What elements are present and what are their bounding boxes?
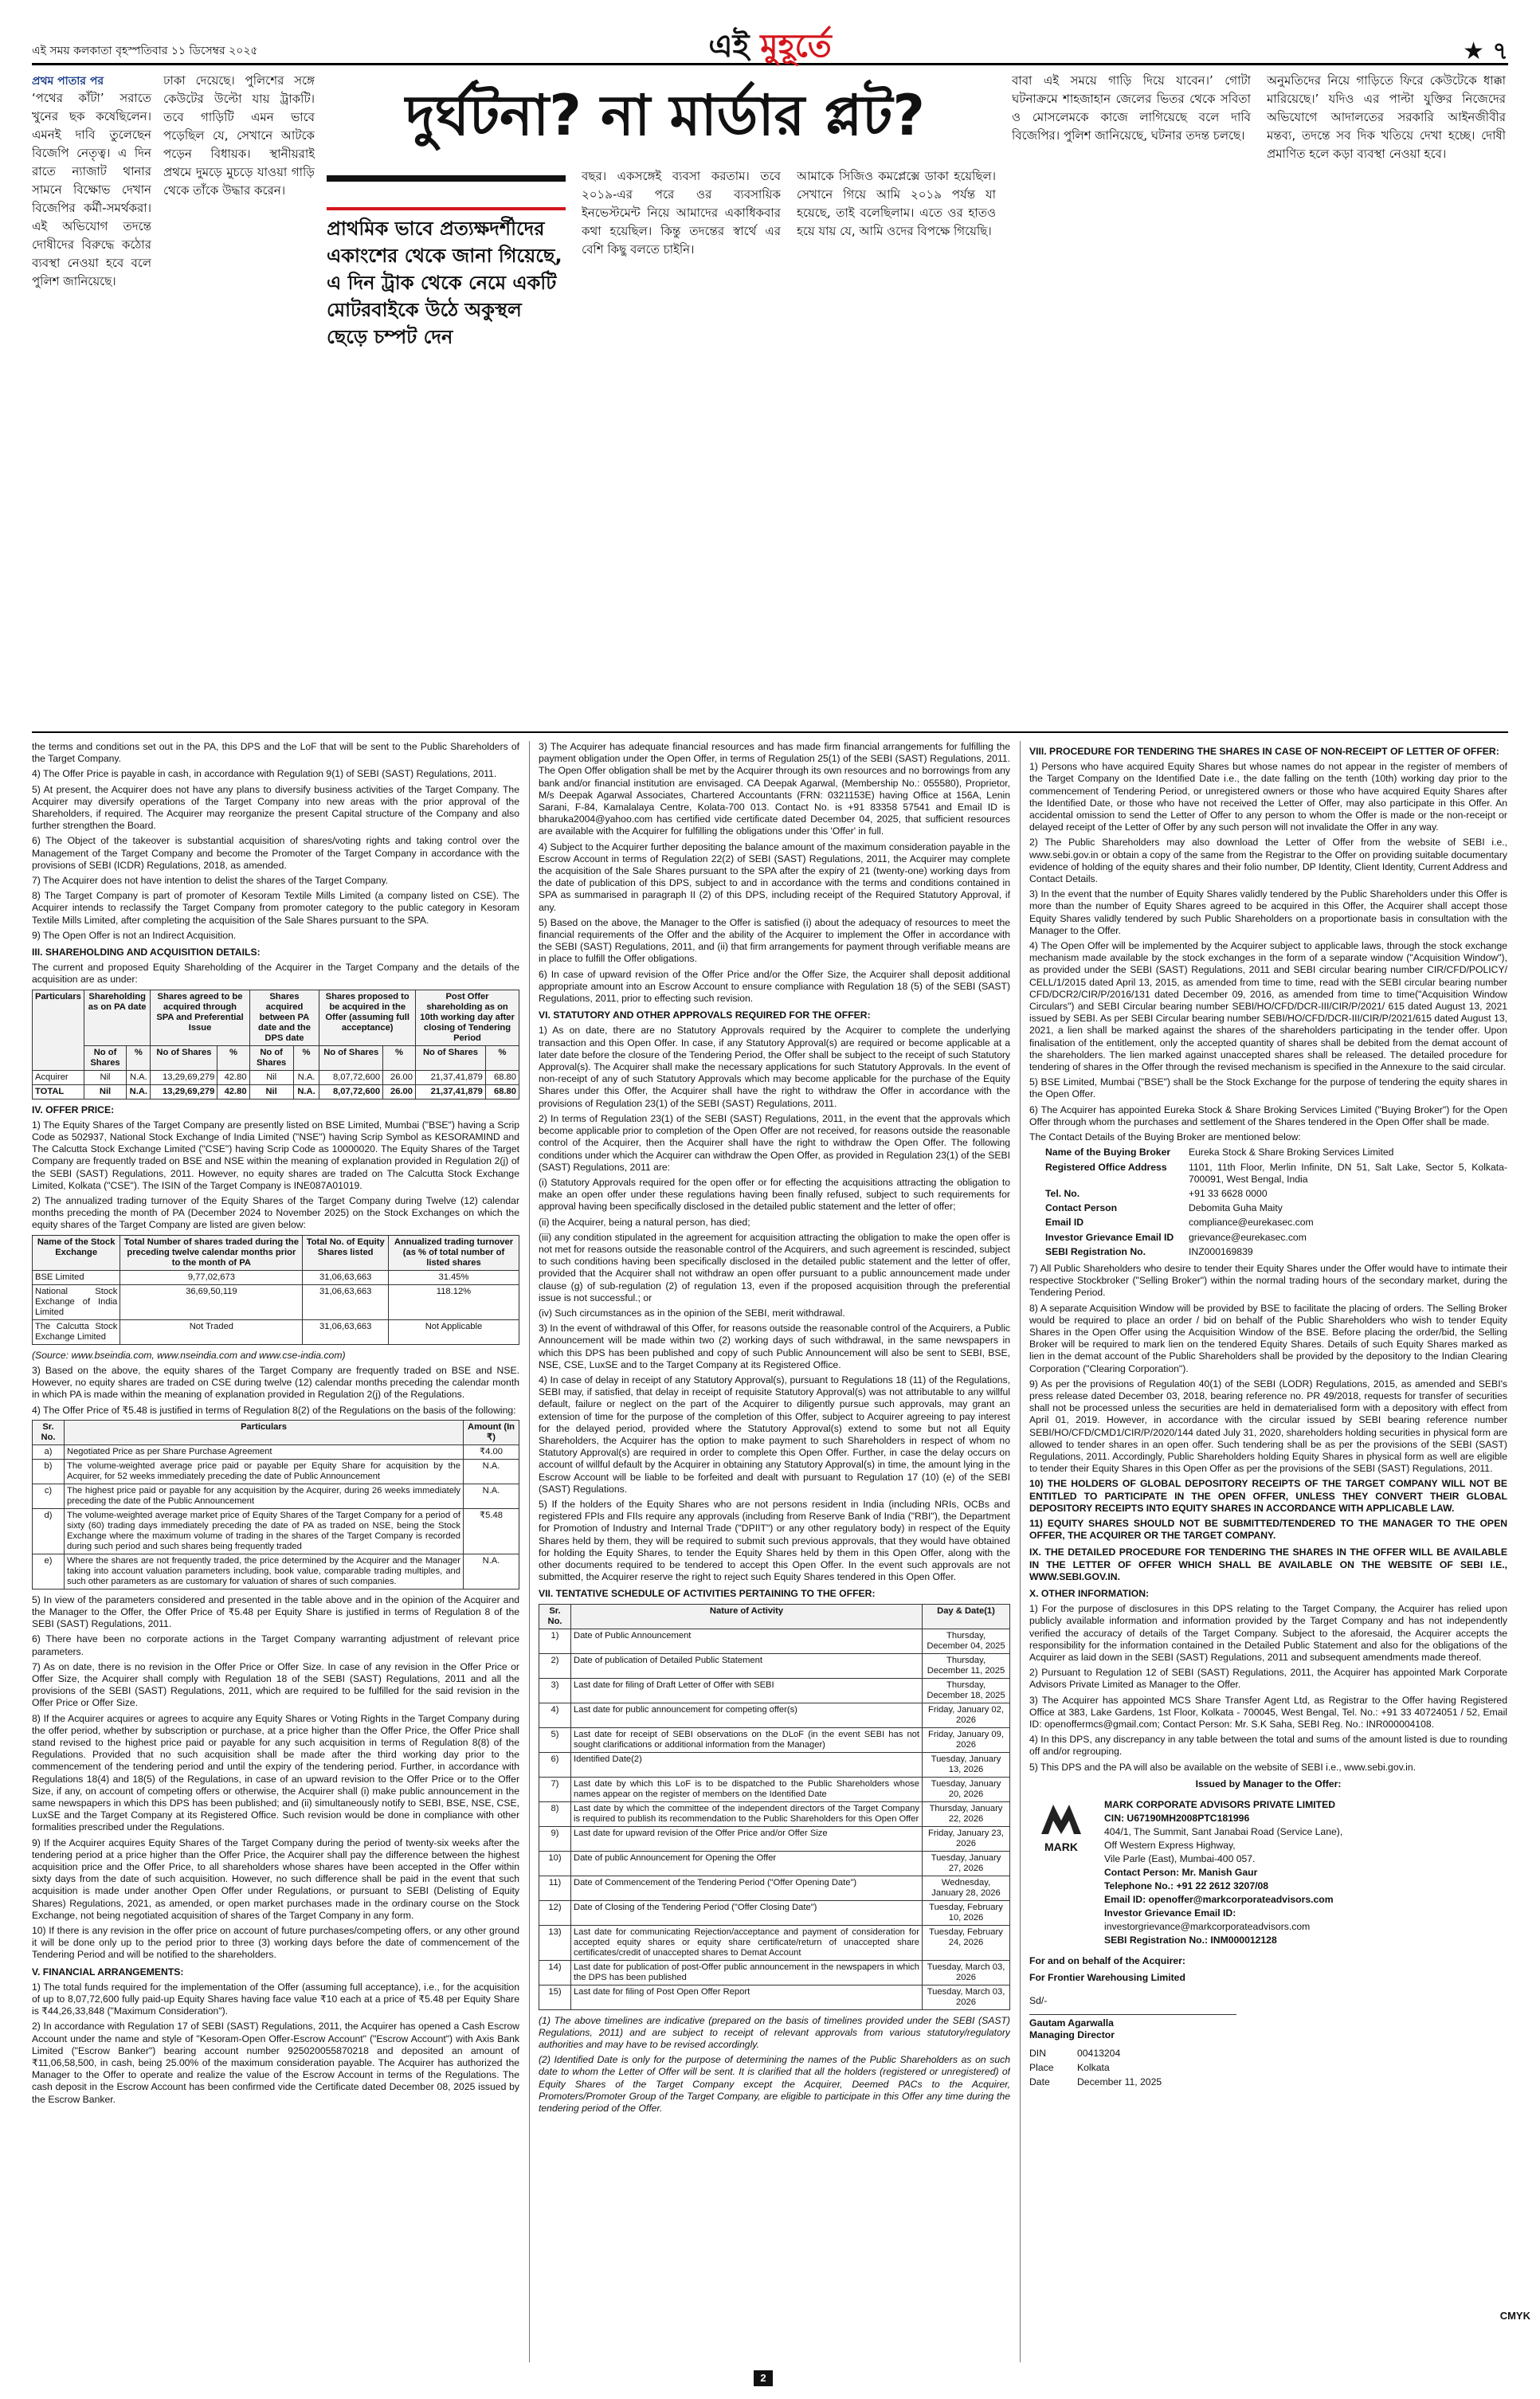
- table-cell: 68.80: [485, 1084, 519, 1099]
- table-cell: 9,77,02,673: [120, 1270, 303, 1284]
- broker-row: [1045, 1188, 1507, 1200]
- schedule-note: (1) The above timelines are indicative (prepared on the basis of timelines provided under the SEBI (SAST) Regulations, 2011) and are subject to receipt of relevant approvals from various statutory/regulatory authorities and may have to be revised accordingly.: [539, 2014, 1010, 2051]
- table-subheader: No of Shares: [249, 1045, 293, 1070]
- ad-paragraph: The Contact Details of the Buying Broker are mentioned below:: [1029, 1131, 1301, 1143]
- meta-value: December 11, 2025: [1077, 2076, 1162, 2088]
- table-row: [539, 1925, 1010, 1960]
- table-cell: N.A.: [127, 1084, 151, 1099]
- broker-key: Email ID: [1045, 1217, 1084, 1229]
- broker-value: Eureka Stock & Share Broking Services Limited: [1189, 1147, 1394, 1158]
- ad-paragraph: 4) In this DPS, any discrepancy in any table between the total and sums of the amount listed is due to rounding off and/or regrouping.: [1029, 1734, 1507, 1758]
- kicker-bar-accent: [327, 207, 566, 210]
- table-cell: Last date for public announcement for competing offer(s): [571, 1703, 923, 1727]
- table-header: Shares proposed to be acquired in the Offer (assuming full acceptance): [319, 990, 416, 1045]
- signoff-sd: Sd/-: [1029, 1995, 1048, 2007]
- table-cell: The highest price paid or payable for any acquisition by the Acquirer, during 26 weeks immediately preceding the date of the Public Announcement: [65, 1484, 464, 1508]
- table-header: Particulars: [65, 1420, 464, 1444]
- table-subheader: %: [217, 1045, 249, 1070]
- broker-value: +91 33 6628 0000: [1189, 1187, 1268, 1199]
- manager-address: Vile Parle (East), Mumbai-400 057.: [1104, 1853, 1256, 1865]
- table-row: [33, 1319, 519, 1344]
- table-header: Post Offer shareholding as on 10th working day after closing of Tendering Period: [416, 990, 519, 1045]
- ad-paragraph: 9) As per the provisions of Regulation 40(1) of the SEBI (LODR) Regulations, 2015, as amended and SEBI's press release dated December 03, 2018, bearing reference no. PR 49/2018, requests for transfer of securities shall not be processed unless the securities are held in dematerialised form with a depository with effect from April 01, 2019. However, in accordance with the circular issued by SEBI bearing reference number SEBI/HO/CFD/CMD1/CIR/P/2020/144 dated July 31, 2020, shareholders holding securities in physical form are allowed to tender shares in an open offer. Such tendering shall be as per the provisions of the SEBI (SAST) Regulations, 2011. Accordingly, Public Shareholders holding Equity Shares in physical form as well are eligible to tender their Equity Shares in this Open Offer as per the provisions of the SEBI (SAST) Regulations, 2011.: [1029, 1378, 1507, 1475]
- broker-details: [1045, 1147, 1507, 1258]
- ad-paragraph: 10) If there is any revision in the offer price on account of future purchases/competing offers, or any other ground it will be done only up to the period prior to three (3) working days before the date of commencement of the Tendering Period and will be notified to the shareholders.: [32, 1924, 519, 1961]
- table-cell: Last date for receipt of SEBI observations on the DLoF (in the event SEBI has not sought clarifications or additional information from the Manager): [571, 1727, 923, 1752]
- table-cell: TOTAL: [33, 1084, 84, 1099]
- table-cell: The volume-weighted average market price of Equity Shares of the Target Company for a period of sixty (60) trading days immediately preceding the date of PA as traded on NSE, being the Stock Exchange where the maximum volume of trading in the shares of the Target Company is recorded during such period and such shares being frequently traded: [65, 1508, 464, 1554]
- broker-row: [1045, 1232, 1507, 1244]
- section-heading: VIII. PROCEDURE FOR TENDERING THE SHARES IN CASE OF NON-RECEIPT OF LETTER OF OFFER:: [1029, 746, 1499, 757]
- table-cell: Tuesday, March 03, 2026: [923, 1960, 1010, 1985]
- meta-row: [1029, 2076, 1507, 2088]
- table-row: [539, 1876, 1010, 1900]
- table-cell: 7): [539, 1777, 571, 1801]
- ad-paragraph: 6) In case of upward revision of the Offer Price and/or the Offer Size, the Acquirer shall deposit additional appropriate amount into an Escrow Account to ensure compliance with Regulation 18 (5) of the SEBI (SAST) Regulations, 2011, prior to effecting such revision.: [539, 968, 1010, 1005]
- table-cell: 12): [539, 1900, 571, 1925]
- table-header: Name of the Stock Exchange: [33, 1235, 120, 1270]
- manager-details: [1104, 1798, 1507, 1947]
- broker-row: [1045, 1217, 1507, 1229]
- news-column-5: [1012, 72, 1251, 725]
- ad-paragraph: 1) For the purpose of disclosures in this DPS relating to the Target Company, the Acquirer has relied upon publicly available information and information provided by the Target Company and has not independently verified the accuracy of details of the Target Company. Subject to the aforesaid, the Acquirer accepts the responsibility for the information contained in the Detailed Public Statement and also for the obligations of the Acquirer as laid down in the SEBI (SAST) Regulations, 2011 and subsequent amendments made thereof.: [1029, 1603, 1507, 1664]
- section-heading: VI. STATUTORY AND OTHER APPROVALS REQUIRED FOR THE OFFER:: [539, 1009, 871, 1021]
- table-row: [539, 1777, 1010, 1801]
- schedule-table: [539, 1604, 1010, 2010]
- section-heading: X. OTHER INFORMATION:: [1029, 1588, 1150, 1599]
- table-cell: 14): [539, 1960, 571, 1985]
- table-cell: BSE Limited: [33, 1270, 120, 1284]
- table-cell: 31,06,63,663: [303, 1319, 389, 1344]
- table-header: Amount (In ₹): [464, 1420, 519, 1444]
- table-cell: The Calcutta Stock Exchange Limited: [33, 1319, 120, 1344]
- table-header: Total No. of Equity Shares listed: [303, 1235, 389, 1270]
- issued-by: Issued by Manager to the Offer:: [1195, 1778, 1342, 1789]
- ad-paragraph: 5) In view of the parameters considered and presented in the table above and in the opinion of the Acquirer and the Manager to the Offer, the Offer Price of ₹5.48 per Equity Share is justified in terms of Regulation 8 of the SEBI (SAST) Regulations, 2011.: [32, 1593, 519, 1630]
- table-cell: 6): [539, 1752, 571, 1777]
- table-cell: Tuesday, February 24, 2026: [923, 1925, 1010, 1960]
- table-cell: Last date for filing of Post Open Offer Report: [571, 1985, 923, 2009]
- table-header: Particulars: [33, 990, 84, 1070]
- table-row: [539, 1653, 1010, 1678]
- ad-paragraph: (i) Statutory Approvals required for the open offer or for effecting the acquisitions attracting the obligation to make an open offer under these regulations having been finally refused, subject to such requirements for approval having been specifically disclosed in the detailed public statement and the letter of offer;: [539, 1176, 1010, 1213]
- table-cell: 10): [539, 1851, 571, 1876]
- table-cell: Tuesday, January 27, 2026: [923, 1851, 1010, 1876]
- table-row: [539, 1703, 1010, 1727]
- meta-key: Date: [1029, 2076, 1050, 2088]
- column-divider: [1020, 741, 1021, 2362]
- table-row: [539, 1752, 1010, 1777]
- table-cell: 21,37,41,879: [416, 1070, 486, 1084]
- ad-paragraph: 2) In accordance with Regulation 17 of SEBI (SAST) Regulations, 2011, the Acquirer has opened a Cash Escrow Account under the name and style of "Kesoram-Open Offer-Escrow Account" ("Escrow Account") with Axis Bank Limited ("Escrow Banker") bearing account number 925020055870218 and deposited an amount of ₹11,06,58,500, in cash, being 25.00% of the maximum consideration payable. The Acquirer has authorized the Manager to the Offer to operate and realize the value of the Escrow Account in terms of the Regulations. The cash deposit in the Escrow Account has been confirmed vide the Certificate dated December 08, 2025 issued by the Escrow Banker.: [32, 2021, 519, 2105]
- section-heading: III. SHAREHOLDING AND ACQUISITION DETAILS:: [32, 947, 261, 958]
- ad-paragraph: 1) The Equity Shares of the Target Company are presently listed on BSE Limited, Mumbai ("BSE") having a Scrip Code as 502937, National Stock Exchange of India Limited ("NSE") having Scrip Symbol as KESORAMIND and The Calcutta Stock Exchange Limited ("CSE") having Scrip Code as 10000020. The Equity Shares of the Target Company are frequently traded on BSE and NSE within the meaning of explanation provided in Regulation 2(j) of the SEBI (SAST) Regulations, 2011. However, no equity shares are traded on The Calcutta Stock Exchange Limited, Kolkata ("CSE"). The ISIN of the Target Company is INE087A01019.: [32, 1119, 519, 1191]
- table-cell: Not Applicable: [388, 1319, 519, 1344]
- broker-row: [1045, 1246, 1507, 1258]
- table-row: [539, 1960, 1010, 1985]
- manager-grievance-label: Investor Grievance Email ID:: [1104, 1907, 1236, 1919]
- page-title: [32, 21, 1508, 74]
- table-row: [33, 1459, 519, 1484]
- table-cell: Friday, January 09, 2026: [923, 1727, 1010, 1752]
- section-heading: IX. THE DETAILED PROCEDURE FOR TENDERING THE SHARES IN THE OFFER WILL BE AVAILABLE IN THE LETTER OF OFFER WHICH SHALL BE AVAILABLE ON THE WEBSITE OF SEBI I.E., WWW.SEBI.GOV.IN.: [1029, 1546, 1507, 1582]
- table-cell: ₹5.48: [464, 1508, 519, 1554]
- table-cell: 68.80: [485, 1070, 519, 1084]
- signatory-title: Managing Director: [1029, 2029, 1115, 2040]
- ad-paragraph: 3) In the event that the number of Equity Shares validly tendered by the Public Shareholders under this Offer is more than the number of Equity Shares agreed to be acquired in this Offer, the Acquirer shall accept those Equity Shares validly tendered by such Public Shareholders on a proportionate basis in consultation with the Manager to the Offer.: [1029, 888, 1507, 936]
- ad-column-2: [539, 741, 1010, 2362]
- broker-key: Tel. No.: [1045, 1187, 1080, 1199]
- meta-key: DIN: [1029, 2048, 1046, 2060]
- news-text: আমাকে সিজিও কমপ্লেক্সে ডাকা হয়েছিল। সেখানে গিয়ে আমি ২০১৯ পর্যন্ত যা হয়েছে, তাই বলেছিলাম। এতে ওর হাতও হয়ে যায় যে, আমি ওদের বিপক্ষে গিয়েছি।: [797, 169, 996, 238]
- table-cell: Last date for publication of post-Offer public announcement in the newspapers in which the DPS has been published: [571, 1960, 923, 1985]
- table-cell: Friday, January 02, 2026: [923, 1703, 1010, 1727]
- ad-paragraph: 4) The Open Offer will be implemented by the Acquirer subject to applicable laws, through the stock exchange mechanism made available by the stock exchanges in the form of a separate window ("Acquisition Window"), as provided under the SEBI (SAST) Regulations, 2011 and SEBI circular bearing number CIR/CFD/POLICY/ CELL/1/2015 dated April 13, 2015, as amended from time to time, read with the SEBI circular bearing number CFD/DCR2/CIR/P/2016/131 dated December 09, 2016, as amended from time to time("Acquisition Window Circulars") and SEBI Circular bearing number SEBI/HO/CFD/DCR-III/CIR/P/2021/ 615 dated August 13, 2021 issued by SEBI. As per SEBI Circular bearing number SEBI/HO/CFD/DCR-III/CIR/P/2021/615 dated August 13, 2021, a lien shall be marked against the shares of the shareholders participating in the tender offer. Upon finalisation of the entitlement, only the accepted quantity of shares shall be debited from the demat account of the shareholders. The lien marked against unaccepted shares shall be released. The detailed procedure for tendering of shares in the Offer through the revised mechanism is specified in the Annexure to the said circular.: [1029, 940, 1507, 1073]
- table-cell: Last date by which this LoF is to be dispatched to the Public Shareholders whose names appear on the register of members on the Identified Date: [571, 1777, 923, 1801]
- table-row: [539, 1801, 1010, 1826]
- manager-sebi: SEBI Registration No.: INM000012128: [1104, 1934, 1277, 1946]
- manager-tel: Telephone No.: +91 22 2612 3207/08: [1104, 1880, 1269, 1892]
- table-header: Nature of Activity: [571, 1604, 923, 1629]
- news-text: বছর। একসঙ্গেই ব্যবসা করতাম। তবে ২০১৯-এর পরে ওর ব্যবসায়িক ইনভেস্টমেন্ট নিয়ে আমাদের একাধিকবার কথা হয়েছিল। কিন্তু তদন্তের স্বার্থে এর বেশি কিছু বলতে চাইনি।: [582, 169, 781, 257]
- table-cell: Date of Closing of the Tendering Period ("Offer Closing Date"): [571, 1900, 923, 1925]
- table-cell: Last date for upward revision of the Offer Price and/or Offer Size: [571, 1826, 923, 1851]
- column-divider: [529, 741, 530, 2362]
- ad-paragraph: the terms and conditions set out in the PA, this DPS and the LoF that will be sent to the Public Shareholders of the Target Company.: [32, 741, 519, 765]
- ad-paragraph: 3) Based on the above, the equity shares of the Target Company are frequently traded on BSE and NSE. However, no equity shares are traded on CSE during twelve (12) calendar months preceding the calendar month in which PA is made within the meaning of explanation provided in Regulation 2(j) of the Regulations.: [32, 1364, 519, 1401]
- news-text: ‘পথের কাঁটা’ সরাতে খুনের ছক কষেছিলেন। এমনই দাবি তুলেছেন বিজেপি নেতৃত্ব। এ দিন রাতে ন্যাজাট থানার সামনে বিক্ষোভ দেখান বিজেপির কর্মী-সমর্থকরা। এই অভিযোগ তদন্তে দোষীদের বিরুদ্ধে কঠোর ব্যবস্থা নেওয়া হবে বলে পুলিশ জানিয়েছে।: [32, 91, 151, 288]
- logo-text: MARK: [1044, 1840, 1078, 1854]
- ad-paragraph: 3) The Acquirer has appointed MCS Share Transfer Agent Ltd, as Registrar to the Offer having Registered Office at 383, Lake Gardens, 1st Floor, Kolkata - 700045, West Bengal, Tel. No.: +91 33 40724051 / 52, Email ID: openoffermcs@gmail.com; Contact Person: Mr. S.K Saha, SEBI Reg. No.: INR000004108.: [1029, 1694, 1507, 1731]
- table-cell: Date of public Announcement for Opening the Offer: [571, 1851, 923, 1876]
- table-cell: National Stock Exchange of India Limited: [33, 1284, 120, 1319]
- table-header: Sr. No.: [33, 1420, 65, 1444]
- table-cell: 42.80: [217, 1070, 249, 1084]
- masthead-dateline: এই সময় কলকাতা বৃহস্পতিবার ১১ ডিসেম্বর ২০২৫: [32, 45, 258, 57]
- ad-paragraph: 10) THE HOLDERS OF GLOBAL DEPOSITORY RECEIPTS OF THE TARGET COMPANY WILL NOT BE ENTITLED TO PARTICIPATE IN THE OPEN OFFER, UNLESS THEY CONVERT THEIR GLOBAL DEPOSITORY RECEIPTS INTO EQUITY SHARES IN ACCORDANCE WITH APPLICABLE LAW.: [1029, 1478, 1507, 1514]
- table-cell: 4): [539, 1703, 571, 1727]
- manager-cin: CIN: U67190MH2008PTC181996: [1104, 1813, 1250, 1825]
- table-row: [539, 1629, 1010, 1653]
- table-cell: 3): [539, 1678, 571, 1703]
- ad-paragraph: 2) Pursuant to Regulation 12 of SEBI (SAST) Regulations, 2011, the Acquirer has appointed Mark Corporate Advisors Private Limited as Manager to the Offer.: [1029, 1667, 1507, 1691]
- table-cell: Last date by which the committee of the independent directors of the Target Company is required to publish its recommendation to the Public Shareholders for this Open Offer: [571, 1801, 923, 1826]
- table-cell: 1): [539, 1629, 571, 1653]
- broker-key: Investor Grievance Email ID: [1045, 1231, 1174, 1243]
- table-cell: 21,37,41,879: [416, 1084, 486, 1099]
- table-cell: Tuesday, January 13, 2026: [923, 1752, 1010, 1777]
- broker-value: 1101, 11th Floor, Merlin Infinite, DN 51, Salt Lake, Sector 5, Kolkata-700091, West Bengal, India: [1189, 1161, 1507, 1185]
- table-row: [33, 1508, 519, 1554]
- table-subheader: No of Shares: [151, 1045, 217, 1070]
- ad-paragraph: 2) The annualized trading turnover of the Equity Shares of the Target Company during Twelve (12) calendar months preceding the month of PA (December 2024 to November 2025) on the Stock Exchanges on which the equity shares of the Target Company are listed are given below:: [32, 1195, 519, 1231]
- table-cell: 13,29,69,279: [151, 1070, 217, 1084]
- ad-paragraph: 1) As on date, there are no Statutory Approvals required by the Acquirer to complete the underlying transaction and this Open Offer. In case, if any Statutory Approval(s) are required or become applicable at a later date before the closure of the Tendering Period, the Offer shall be subject to the receipt of such Statutory Approval(s). The Acquirer shall make the necessary applications for such Statutory Approvals. In the event of non-receipt of any of such Statutory Approvals which may become applicable for the purchase of the Equity Shares under this Offer, the Acquirer shall have the right to withdraw the Offer in accordance with the provisions of Regulation 23(1) of the SEBI (SAST) Regulations, 2011.: [539, 1025, 1010, 1109]
- table-row: [539, 1678, 1010, 1703]
- ad-paragraph: The current and proposed Equity Shareholding of the Acquirer in the Target Company and the details of the acquisition are as under:: [32, 962, 519, 986]
- broker-value: compliance@eurekasec.com: [1189, 1217, 1314, 1229]
- table-cell: 13): [539, 1925, 571, 1960]
- meta-value: 00413204: [1077, 2048, 1121, 2060]
- news-headline: দুর্ঘটনা? না মার্ডার প্লট?: [405, 83, 926, 148]
- broker-value: Debomita Guha Maity: [1189, 1202, 1283, 1214]
- cmyk-mark: CMYK: [1499, 2310, 1530, 2322]
- ad-paragraph: 5) If the holders of the Equity Shares who are not persons resident in India (including NRIs, OCBs and registered FPIs and FIIs require any approvals (including from Reserve Bank of India ("RBI"), the Department for Promotion of Industry and Internal Trade ("DPIIT") or any other regulatory body) in respect of the Equity Shares held by them, they will be required to submit such previous approvals, that they would have obtained for holding the Equity Shares, to tender the Equity Shares held by them in this Open Offer, along with the other documents required to be tendered to accept this Open Offer. In the event such approvals are not submitted, the Acquirer reserve the right to reject such Equity Shares tendered in this Open Offer.: [539, 1498, 1010, 1583]
- table-cell: Nil: [84, 1070, 126, 1084]
- table-cell: Last date for communicating Rejection/acceptance and payment of consideration for accepted equity shares or equity share certificate/return of unaccepted share certificates/credit of unaccepted shares to Demat Account: [571, 1925, 923, 1960]
- section-heading: IV. OFFER PRICE:: [32, 1103, 115, 1115]
- broker-row: [1045, 1202, 1507, 1214]
- table-cell: 9): [539, 1826, 571, 1851]
- ad-paragraph: 2) In terms of Regulation 23(1) of the SEBI (SAST) Regulations, 2011, in the event that the approvals which become applicable prior to completion of the Open Offer are not received, for reasons outside the reasonable control of the Acquirer, then the Acquirer shall have the right to withdraw the Open Offer. The following conditions under which the Acquirer can withdraw the Open Offer, as provided in Regulation 23(1) of the SEBI (SAST) Regulations, 2011 are:: [539, 1112, 1010, 1173]
- ad-paragraph: 3) The Acquirer has adequate financial resources and has made firm financial arrangements for fulfilling the payment obligation under the Open Offer, in terms of Regulation 25(1) of the SEBI (SAST) Regulations, 2011. The Open Offer obligation shall be met by the Acquirer through its own resources and no borrowings from any bank and/or financial institution are envisaged. CA Deepak Agarwal, (Membership No.: 055580), Proprietor, M/s Deepak Agarwal Associates, Chartered Accountants (FRN: 0321153E) having Office at 156A, Lenin Sarani, F-84, Kamalalaya Centre, Kolata-700 013. Contact No. is +91 83358 57541 and Email ID is bharuka2004@yahoo.com has certified vide certificate dated December 04, 2025, that sufficient resources are available with the Acquirer for fulfilling the obligations under this 'Offer' in full.: [539, 741, 1010, 837]
- signoff: [1029, 1955, 1507, 2089]
- ad-paragraph: 4) The Offer Price is payable in cash, in accordance with Regulation 9(1) of SEBI (SAST) Regulations, 2011.: [32, 768, 497, 780]
- ad-paragraph: 4) Subject to the Acquirer further depositing the balance amount of the maximum consideration payable in the Escrow Account in terms of Regulation 22(2) of SEBI (SAST) Regulations, 2011, the Acquirer may complete the acquisition of the Sale Shares pursuant to the SPA after the expiry of 21 (twenty-one) working days from the date of publication of this DPS, subject to and in accordance with the terms and conditions contained in SPA as summarised in paragraph II (2) of this DPS, including receipt of the Required Statutory Approval, if any.: [539, 841, 1010, 913]
- table-cell: Tuesday, March 03, 2026: [923, 1985, 1010, 2009]
- ad-paragraph: 6) The Acquirer has appointed Eureka Stock & Share Broking Services Limited ("Buying Broker") for the Open Offer through whom the purchases and settlement of the Shares tendered in the Open Offer shall be made.: [1029, 1103, 1507, 1127]
- table-row: [539, 1851, 1010, 1876]
- ad-paragraph: (iv) Such circumstances as in the opinion of the SEBI, merit withdrawal.: [539, 1307, 845, 1319]
- table-cell: Tuesday, February 10, 2026: [923, 1900, 1010, 1925]
- section-heading: V. FINANCIAL ARRANGEMENTS:: [32, 1966, 184, 1978]
- table-cell: N.A.: [127, 1070, 151, 1084]
- table-cell: 2): [539, 1653, 571, 1678]
- table-cell: Wednesday, January 28, 2026: [923, 1876, 1010, 1900]
- table-cell: 8): [539, 1801, 571, 1826]
- table-row: [33, 1484, 519, 1508]
- table-subheader: %: [383, 1045, 416, 1070]
- ad-paragraph: 8) If the Acquirer acquires or agrees to acquire any Equity Shares or Voting Rights in the Target Company during the offer period, whether by subscription or purchase, at a price higher than the Offer Price, the Offer Price shall stand revised to the highest price paid or payable for any such acquisition in terms of Regulation 8(8) of the Regulations. Provided that no such acquisition shall be made after the third working day prior to the commencement of the tendering period and until the expiry of the tendering period. Further, in accordance with Regulations 18(4) and 18(5) of the Regulations, in case of an upward revision to the Offer Price or to the Offer Size, if any, on account of competing offers or otherwise, the Acquirer shall (i) make public announcement in the same newspapers in which this DPS has been published; and (ii) simultaneously notify to SEBI, BSE, NSE, CSE, LuxSE and the Target Company at its Registered Office. Such revision would be done in compliance with other formalities prescribed under the Regulations.: [32, 1712, 519, 1833]
- table-cell: b): [33, 1459, 65, 1484]
- ad-paragraph: 1) Persons who have acquired Equity Shares but whose names do not appear in the register of members of the Target Company on the Identified Date i.e., the date falling on the tenth (10th) working day prior to the commencement of Tendering Period, or unregistered owners or those who have acquired Equity Shares after the Identified Date, or those who have not received the Letter of Offer, may also participate in this Offer. An accidental omission to send the Letter of Offer to any person to whom the Offer is made or the non-receipt or delayed receipt of the Letter of Offer by any such person will not invalidate the Offer in any way.: [1029, 761, 1507, 833]
- table-row: [539, 1985, 1010, 2009]
- table-row: [33, 1270, 519, 1284]
- ad-paragraph: 5) This DPS and the PA will also be available on the website of SEBI i.e., www.sebi.gov.in.: [1029, 1761, 1417, 1773]
- news-text: অনুমতিদের নিয়ে গাড়িতে ফিরে কেউটেকে ধাক্কা মারিয়েছে।’ যদিও এর পাল্টা যুক্তির নিজেদের অভিযোগে আদালতের সরকারি আইনজীবীর মন্তব্য, তদন্তে সব দিক খতিয়ে দেখা হচ্ছে। দোষী প্রমাণিত হলে কড়া ব্যবস্থা নেওয়া হবে।: [1267, 73, 1506, 161]
- table-row: [33, 1444, 519, 1459]
- table-cell: Date of Commencement of the Tendering Period ("Offer Opening Date"): [571, 1876, 923, 1900]
- manager-block: [1029, 1798, 1507, 1947]
- ad-paragraph: 5) Based on the above, the Manager to the Offer is satisfied (i) about the adequacy of resources to meet the financial requirements of the Offer and the ability of the Acquirer to implement the Offer in accordance with the SEBI (SAST) Regulations, 2011, and (ii) that firm arrangements for payment through verifiable means are in place to fulfill the Offer obligations.: [539, 916, 1010, 965]
- table-cell: 42.80: [217, 1084, 249, 1099]
- table-cell: N.A.: [464, 1554, 519, 1589]
- broker-key: Registered Office Address: [1045, 1161, 1167, 1173]
- table-cell: Nil: [84, 1084, 126, 1099]
- ad-paragraph: 3) In the event of withdrawal of this Offer, for reasons outside the reasonable control of the Acquirers, a Public Announcement will be made within two (2) working days of such withdrawal, in the same newspapers in which this DPS has been published and copy of such Public Announcement will also be sent to SEBI, BSE, NSE, CSE, LuxSE and to the Target Company at its Registered Office.: [539, 1323, 1010, 1370]
- mark-logo-icon: [1037, 1798, 1085, 1838]
- table-cell: 31.45%: [388, 1270, 519, 1284]
- news-kicker: প্রাথমিক ভাবে প্রত্যক্ষদর্শীদের একাংশের থেকে জানা গিয়েছে, এ দিন ট্রাক থেকে নেমে একটি মোটরবাইকে উঠে অকুস্থল ছেড়ে চম্পট দেন: [327, 218, 562, 348]
- table-cell: 11): [539, 1876, 571, 1900]
- ad-paragraph: 7) As on date, there is no revision in the Offer Price or Offer Size. In case of any revision in the Offer Price or Offer Size, the Acquirer shall comply with Regulation 18 of the SEBI (SAST) Regulations, 2011 and all the provisions of the SEBI (SAST) Regulations, 2011, which are required to be fulfilled for the said revision in the Offer Price or Offer Size.: [32, 1660, 519, 1709]
- table-cell: 26.00: [383, 1084, 416, 1099]
- table-cell: 26.00: [383, 1070, 416, 1084]
- table-cell: Nil: [249, 1084, 293, 1099]
- table-row: [33, 1284, 519, 1319]
- meta-value: Kolkata: [1077, 2062, 1110, 2074]
- table-cell: e): [33, 1554, 65, 1589]
- table-header: Day & Date(1): [923, 1604, 1010, 1629]
- table-cell: 8,07,72,600: [319, 1070, 383, 1084]
- table-subheader: No of Shares: [84, 1045, 126, 1070]
- news-column-6: [1267, 72, 1506, 725]
- offer-price-table: [32, 1420, 519, 1590]
- ad-paragraph: (iii) any condition stipulated in the agreement for acquisition attracting the obligation to make the open offer is not met for reasons outside the reasonable control of the Acquirers, and such agreement is rescinded, subject to such conditions having been specifically disclosed in the detailed public statement and the letter of offer, provided that the Acquirer shall not withdraw an open offer pursuant to a public announcement made under clause (g) of sub-regulation (2) of regulation 13, even if the proposed acquisition through the preferential issue is not successful.; or: [539, 1231, 1010, 1303]
- table-cell: Not Traded: [120, 1319, 303, 1344]
- table-header: Shareholding as on PA date: [84, 990, 151, 1045]
- detailed-public-statement: [32, 741, 1508, 2362]
- table-cell: 31,06,63,663: [303, 1270, 389, 1284]
- table-cell: 36,69,50,119: [120, 1284, 303, 1319]
- broker-row: [1045, 1147, 1507, 1158]
- ad-page-number: 2: [754, 2370, 773, 2386]
- table-cell: Nil: [249, 1070, 293, 1084]
- table-subheader: %: [485, 1045, 519, 1070]
- ad-paragraph: 8) The Target Company is part of promoter of Kesoram Textile Mills Limited (a company listed on CSE). The Acquirer intends to reclassify the Target Company from promoter category to the public category in Kesoram Textile Mills Limited, after completing the acquisition of the Sale Shares pursuant to the SPA.: [32, 890, 519, 926]
- signoff-for: For and on behalf of the Acquirer:: [1029, 1955, 1185, 1967]
- kicker-bar: [327, 175, 566, 182]
- table-cell: Thursday, December 11, 2025: [923, 1653, 1010, 1678]
- signatory-name: Gautam Agarwalla: [1029, 2014, 1236, 2029]
- table-cell: 15): [539, 1985, 571, 2009]
- news-column-2: [163, 72, 315, 725]
- ad-paragraph: 8) A separate Acquisition Window will be provided by BSE to facilitate the placing of orders. The Selling Broker would be required to place an order / bid on behalf of the Public Shareholders who wish to tender Equity Shares in the Open Offer using the Acquisition Window of the BSE. Before placing the order/bid, the Selling Broker will be required to mark lien on the tendered Equity Shares. Details of such Equity Shares marked as lien in the demat account of the Public Shareholders shall be provided by the depository to the Indian Clearing Corporation ("Clearing Corporation").: [1029, 1302, 1507, 1374]
- table-row: [33, 1084, 519, 1099]
- manager-name: MARK CORPORATE ADVISORS PRIVATE LIMITED: [1104, 1799, 1336, 1811]
- brand-part2: মুহূর্তে: [760, 28, 832, 65]
- table-row: [539, 1900, 1010, 1925]
- table-cell: Identified Date(2): [571, 1752, 923, 1777]
- table-subheader: No of Shares: [416, 1045, 486, 1070]
- table-cell: 8,07,72,600: [319, 1084, 383, 1099]
- signoff-meta: [1029, 2048, 1507, 2089]
- table-cell: Last date for filing of Draft Letter of Offer with SEBI: [571, 1678, 923, 1703]
- table-cell: Thursday, December 18, 2025: [923, 1678, 1010, 1703]
- table-cell: ₹4.00: [464, 1444, 519, 1459]
- table-header: Annualized trading turnover (as % of total number of listed shares: [388, 1235, 519, 1270]
- ad-paragraph: 1) The total funds required for the implementation of the Offer (assuming full acceptance), i.e., for the acquisition of up to 8,07,72,600 fully paid-up Equity Shares having face value ₹10 each at a price of ₹5.48 per Equity Share is ₹44,26,33,848 ("Maximum Consideration").: [32, 1981, 519, 2017]
- manager-address: 404/1, The Summit, Sant Janabai Road (Service Lane),: [1104, 1826, 1343, 1838]
- table-cell: N.A.: [293, 1084, 319, 1099]
- ad-paragraph: 7) All Public Shareholders who desire to tender their Equity Shares under the Offer would have to intimate their respective Stockbroker ("Selling Broker") within the normal trading hours of the secondary market, during the Tendering Period.: [1029, 1262, 1507, 1299]
- table-cell: Date of publication of Detailed Public Statement: [571, 1653, 923, 1678]
- manager-email: Email ID: openoffer@markcorporateadvisors.com: [1104, 1894, 1334, 1906]
- news-column-3: [582, 167, 781, 725]
- table-cell: 118.12%: [388, 1284, 519, 1319]
- turnover-table: [32, 1235, 519, 1345]
- table-header: Shares agreed to be acquired through SPA and Preferential Issue: [151, 990, 249, 1045]
- table-subheader: %: [127, 1045, 151, 1070]
- signoff-company: For Frontier Warehousing Limited: [1029, 1972, 1185, 1984]
- table-subheader: No of Shares: [319, 1045, 383, 1070]
- schedule-note: (2) Identified Date is only for the purpose of determining the names of the Public Shareholders as on such date to whom the Letter of Offer will be sent. It is clarified that all the holders (registered or unregistered) of Equity Shares of the Target Company except the Acquirer, Deemed PACs to the Acquirer, Promoters/Promoter Group of the Target Company, are eligible to participate in this Offer any time during the tendering period of the Offer.: [539, 2054, 1010, 2115]
- table-subheader: %: [293, 1045, 319, 1070]
- ad-paragraph: 9) If the Acquirer acquires Equity Shares of the Target Company during the period of twenty-six weeks after the tendering period at a price higher than the Offer Price, the Acquirer shall pay the difference between the highest acquisition price and the Offer Price, to all shareholders whose shares have been accepted in the Offer within sixty days from the date of such acquisition. However, no such difference shall be paid in the event that such acquisition is made under another Open Offer under Regulations, or pursuant to SEBI (Delisting of Equity Shares) Regulations, 2021, as amended, or open market purchases made in the ordinary course on the Stock Exchange, not being negotiated acquisition of shares of the Target Company in any form.: [32, 1836, 519, 1921]
- table-row: [539, 1727, 1010, 1752]
- table-cell: Negotiated Price as per Share Purchase Agreement: [65, 1444, 464, 1459]
- ad-column-3: [1029, 741, 1507, 2362]
- shareholding-table: [32, 990, 519, 1100]
- table-cell: 13,29,69,279: [151, 1084, 217, 1099]
- table-cell: N.A.: [464, 1484, 519, 1508]
- broker-value: INZ000169839: [1189, 1245, 1253, 1257]
- ad-paragraph: 6) There have been no corporate actions in the Target Company warranting adjustment of relevant price parameters.: [32, 1633, 519, 1657]
- ad-column-1: [32, 741, 519, 2362]
- news-column-1: [32, 89, 151, 727]
- section-heading: VII. TENTATIVE SCHEDULE OF ACTIVITIES PERTAINING TO THE OFFER:: [539, 1588, 876, 1600]
- manager-contact: Contact Person: Mr. Manish Gaur: [1104, 1867, 1258, 1879]
- news-column-4: [797, 167, 996, 725]
- table-cell: Tuesday, January 20, 2026: [923, 1777, 1010, 1801]
- page-number: ★ ৭: [1463, 37, 1508, 65]
- news-text: বাবা এই সময়ে গাড়ি দিয়ে যাবেন।’ গোটা ঘটনাক্রমে শাহজাহান জেলের ভিতর থেকে সবিতা ও মোসলেমকে কাজে লাগিয়েছে বলে দাবি বিজেপির। পুলিশ জানিয়েছে, ঘটনার তদন্ত চলছে।: [1012, 73, 1251, 143]
- table-cell: 31,06,63,663: [303, 1284, 389, 1319]
- meta-row: [1029, 2048, 1507, 2060]
- table-source: (Source: www.bseindia.com, www.nseindia.com and www.cse-india.com): [32, 1349, 346, 1361]
- ad-paragraph: 6) The Object of the takeover is substantial acquisition of shares/voting rights and taking control over the Management of the Target Company and become the Promoter of the Target Company in accordance with the provisions of SEBI (ICDR) Regulations, 2018, as amended.: [32, 835, 519, 871]
- ad-paragraph: 2) The Public Shareholders may also download the Letter of Offer from the website of SEBI i.e., www.sebi.gov.in or obtain a copy of the same from the Registrar to the Offer on providing suitable documentary evidence of holding of the equity shares and their folio number, DP Identity, Client Identity, Current Address and Contact Details.: [1029, 837, 1507, 885]
- table-row: [539, 1826, 1010, 1851]
- news-section: [32, 72, 1508, 733]
- table-cell: N.A.: [293, 1070, 319, 1084]
- ad-paragraph: 5) BSE Limited, Mumbai ("BSE") shall be the Stock Exchange for the purpose of tendering the equity shares in the Open Offer.: [1029, 1076, 1507, 1100]
- table-header: Total Number of shares traded during the preceding twelve calendar months prior to the month of PA: [120, 1235, 303, 1270]
- ad-paragraph: 4) In case of delay in receipt of any Statutory Approval(s), pursuant to Regulations 18 (11) of the Regulations, SEBI may, if satisfied, that delay in receipt of requisite Statutory Approval(s) was not attributable to any willful default, failure or neglect on the part of the Acquirer to diligently pursue such approvals, may grant an extension of time for the purpose of the completion of this Offer, subject to Acquirer agreeing to pay interest for the delayed period, provided where the Statutory Approval(s) extend to some but not all Equity Shareholders, the Acquirer has the option to make payment to such Shareholders in respect of whom no Statutory Approval(s) are required in order to complete this Open Offer. Further, in case the delay occurs on account of willful default by the Acquirer in obtaining any Statutory Approval(s) in time, the amount lying in the Escrow Account will be liable to be forfeited and dealt with pursuant to Regulation 17 (10) (e) of the SEBI (SAST) Regulations.: [539, 1374, 1010, 1495]
- meta-key: Place: [1029, 2062, 1054, 2074]
- manager-address: Off Western Express Highway,: [1104, 1840, 1236, 1852]
- table-cell: Friday, January 23, 2026: [923, 1826, 1010, 1851]
- ad-paragraph: 5) At present, the Acquirer does not have any plans to diversify business activities of the Target Company. The Acquirer may diversify operations of the Target Company into new areas with the prior approval of the Shareholders, if required. The Acquirer may reorganize the present Capital structure of the Company and also further strengthen the Board.: [32, 783, 519, 832]
- ad-paragraph: 7) The Acquirer does not have intention to delist the shares of the Target Company.: [32, 875, 389, 887]
- meta-row: [1029, 2062, 1507, 2074]
- ad-paragraph: (ii) the Acquirer, being a natural person, has died;: [539, 1216, 750, 1228]
- table-header: Sr. No.: [539, 1604, 571, 1629]
- table-cell: Acquirer: [33, 1070, 84, 1084]
- table-cell: Thursday, January 22, 2026: [923, 1801, 1010, 1826]
- table-cell: a): [33, 1444, 65, 1459]
- table-cell: Where the shares are not frequently traded, the price determined by the Acquirer and the Manager taking into account valuation parameters including, book value, comparable trading multiples, and such other parameters as are customary for valuation of shares of such companies.: [65, 1554, 464, 1589]
- table-row: [33, 1554, 519, 1589]
- news-text: ঢাকা দেয়েছে। পুলিশের সঙ্গে কেউটের উল্টো যায় ট্রাকটি। তবে গাড়িটি এমন ভাবে পড়েছিল যে, সেখানে আটকে পড়েন বিধায়ক। স্থানীয়রাই প্রথমে দুমড়ে মুচড়ে যাওয়া গাড়ি থেকে তাঁকে উদ্ধার করেন।: [163, 73, 315, 198]
- table-cell: The volume-weighted average price paid or payable per Equity Share for acquisition by the Acquirer, for 52 weeks immediately preceding the date of Public Announcement: [65, 1459, 464, 1484]
- masthead: [32, 18, 1508, 65]
- table-cell: Thursday, December 04, 2025: [923, 1629, 1010, 1653]
- brand-part1: এই: [708, 28, 761, 65]
- table-header: Shares acquired between PA date and the DPS date: [249, 990, 319, 1045]
- broker-key: SEBI Registration No.: [1045, 1245, 1146, 1257]
- broker-value: grievance@eurekasec.com: [1189, 1231, 1307, 1243]
- table-cell: N.A.: [464, 1459, 519, 1484]
- broker-key: Name of the Buying Broker: [1045, 1147, 1171, 1158]
- broker-row: [1045, 1162, 1507, 1186]
- manager-grievance: investorgrievance@markcorporateadvisors.com: [1104, 1921, 1311, 1933]
- mark-logo: [1029, 1798, 1093, 1947]
- table-cell: Date of Public Announcement: [571, 1629, 923, 1653]
- table-cell: c): [33, 1484, 65, 1508]
- table-cell: 5): [539, 1727, 571, 1752]
- ad-paragraph: 9) The Open Offer is not an Indirect Acquisition.: [32, 929, 237, 941]
- ad-paragraph: 11) EQUITY SHARES SHOULD NOT BE SUBMITTED/TENDERED TO THE MANAGER TO THE OPEN OFFER, THE ACQUIRER OR THE TARGET COMPANY.: [1029, 1517, 1507, 1542]
- continued-label: প্রথম পাতার পর: [32, 75, 104, 88]
- broker-key: Contact Person: [1045, 1202, 1118, 1214]
- ad-paragraph: 4) The Offer Price of ₹5.48 is justified in terms of Regulation 8(2) of the Regulations on the basis of the following:: [32, 1404, 516, 1416]
- table-cell: d): [33, 1508, 65, 1554]
- table-row: [33, 1070, 519, 1084]
